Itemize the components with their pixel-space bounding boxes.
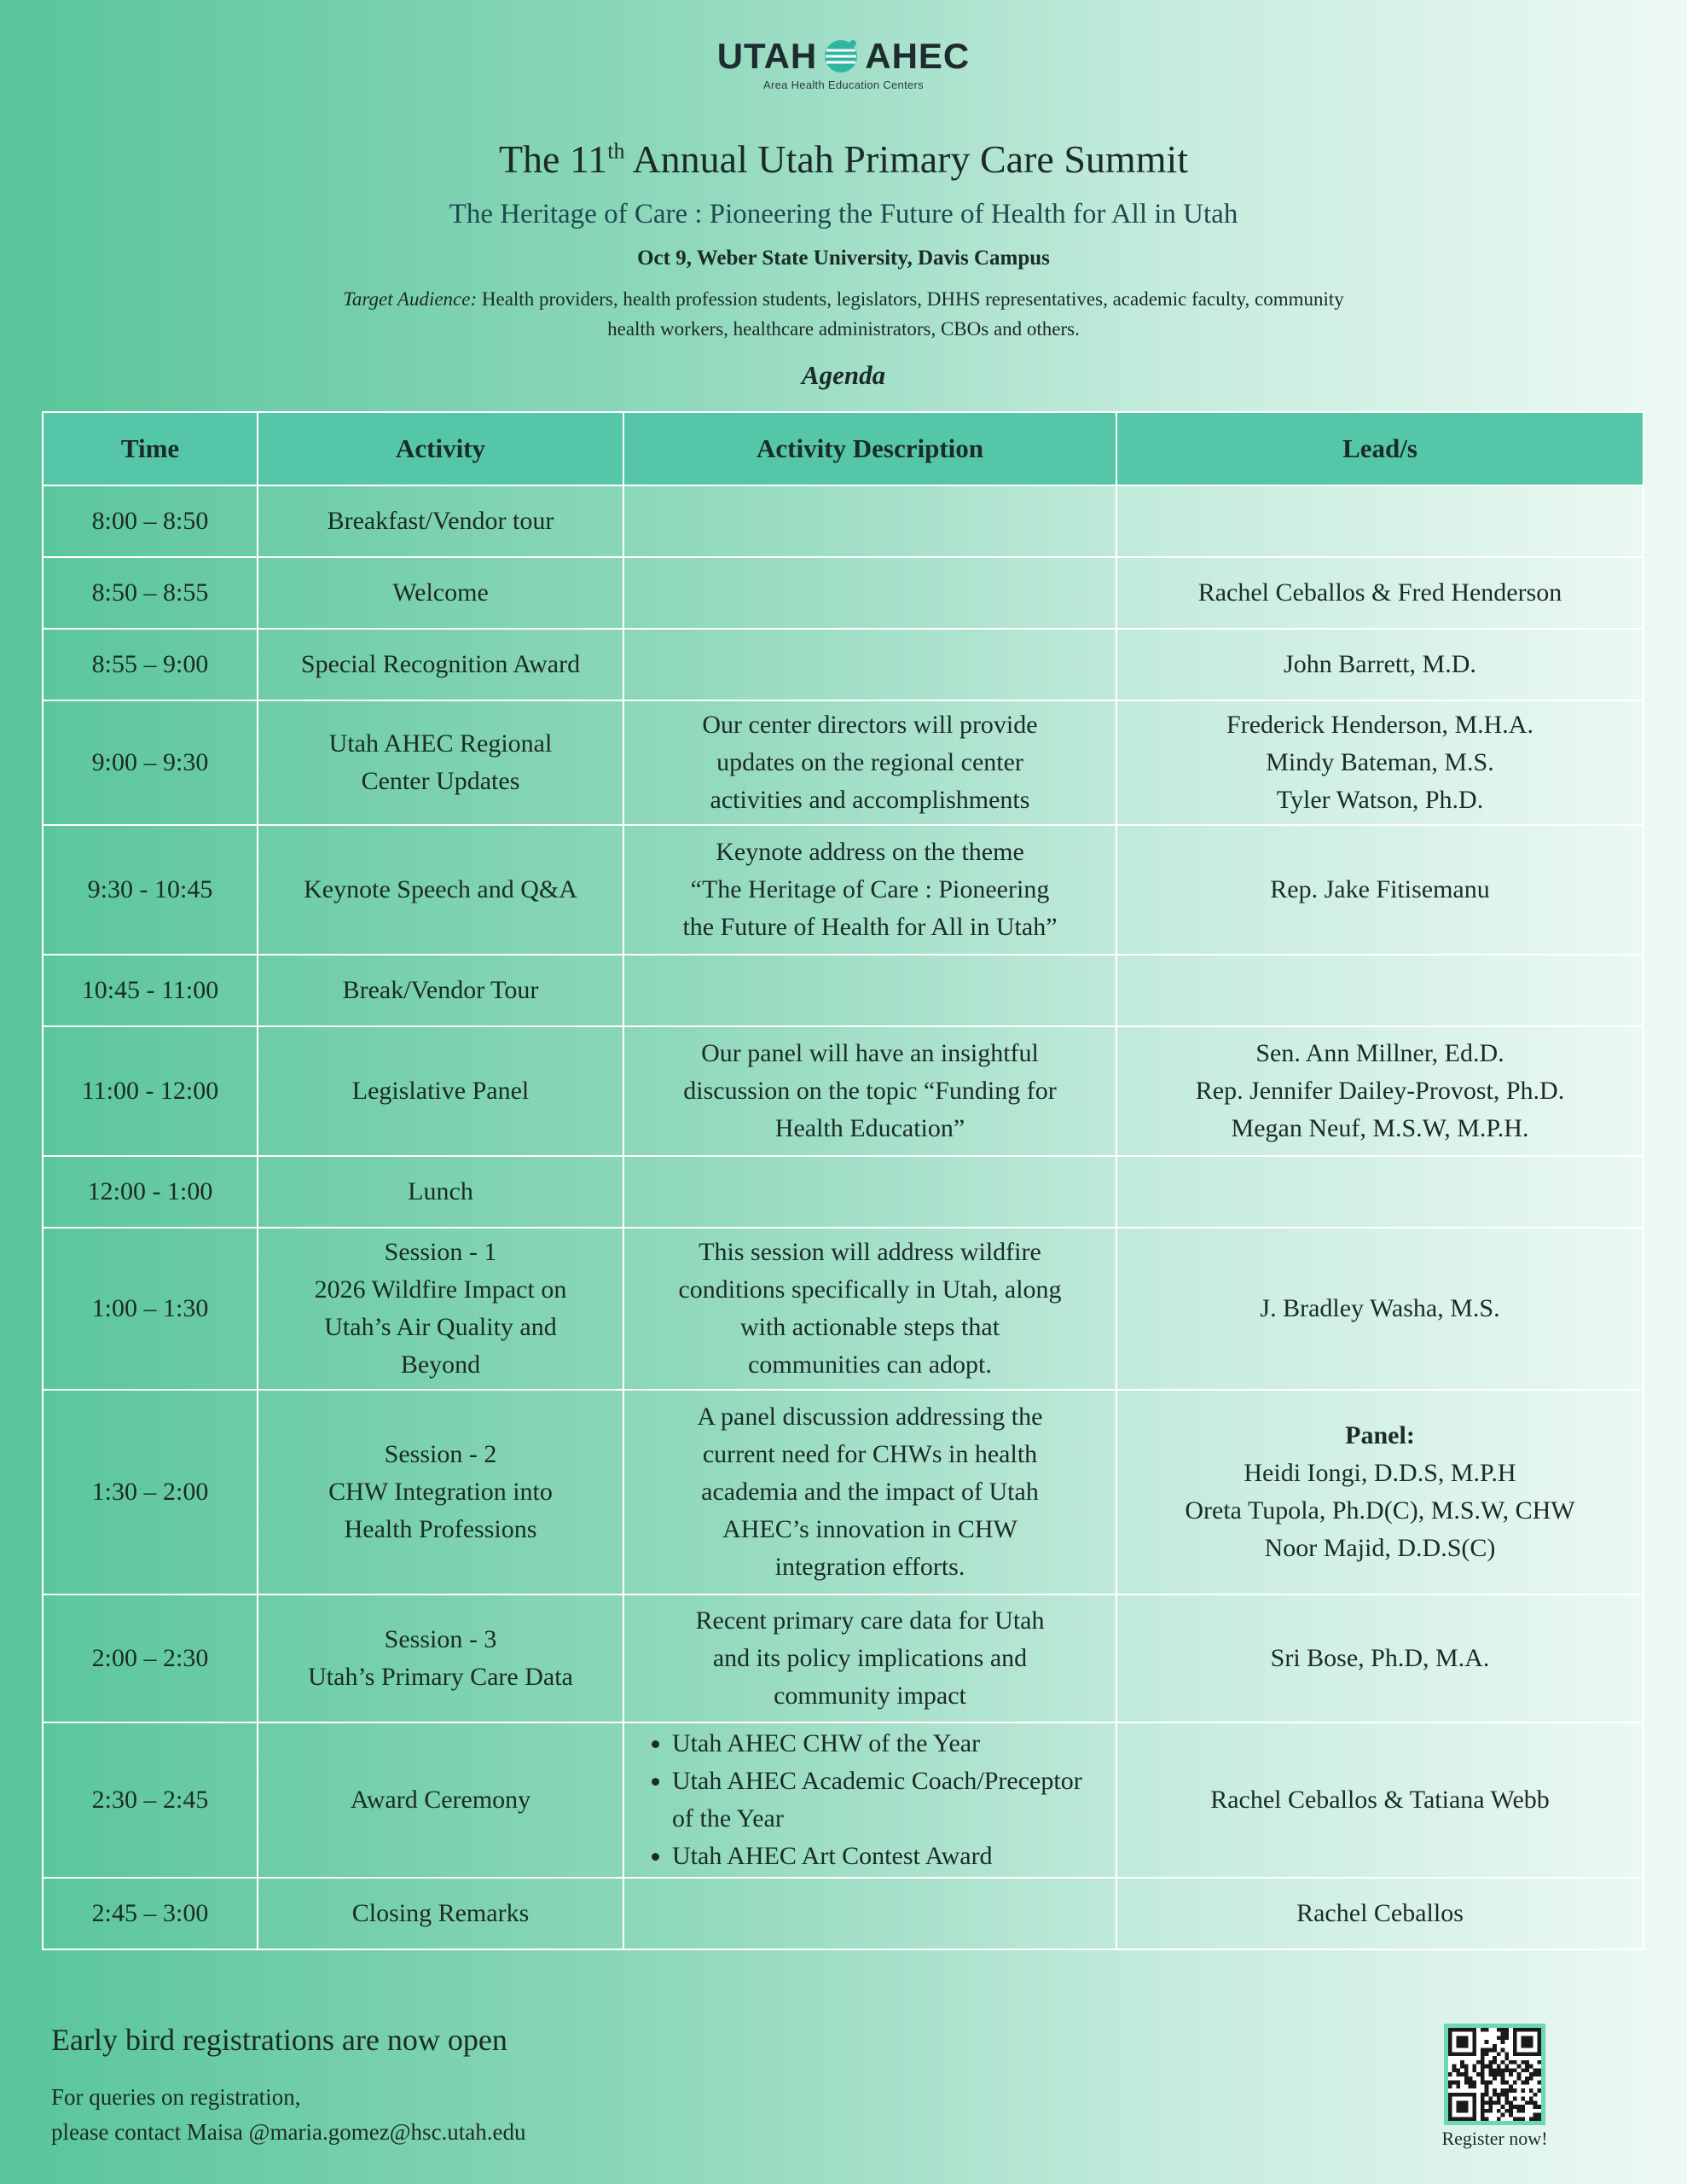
time-cell <box>43 1390 258 1594</box>
page-title <box>0 136 1687 182</box>
lead-line: Oreta Tupola, Ph.D(C), M.S.W, CHW <box>1185 1496 1575 1525</box>
description-line: Keynote address on the theme <box>716 838 1024 866</box>
time-text: 10:45 - 11:00 <box>81 976 219 1004</box>
activity-line: Break/Vendor Tour <box>342 976 539 1004</box>
time-text: 11:00 - 12:00 <box>81 1077 219 1105</box>
activity-line: Health Professions <box>344 1515 537 1543</box>
activity-line: Utah AHEC Regional <box>328 729 553 758</box>
lead-cell <box>1116 955 1644 1026</box>
time-text: 2:45 – 3:00 <box>91 1899 209 1927</box>
lead-cell <box>1116 1722 1644 1878</box>
activity-line: Lunch <box>408 1177 473 1205</box>
award-list <box>631 1725 1109 1875</box>
description-cell <box>623 955 1116 1026</box>
title-suffix: Annual Utah Primary Care Summit <box>624 137 1189 181</box>
activity-cell <box>258 1878 623 1949</box>
time-cell <box>43 557 258 629</box>
early-bird-notice: Early bird registrations are now open <box>51 2023 507 2057</box>
time-cell <box>43 485 258 557</box>
activity-line: CHW Integration into <box>328 1478 553 1506</box>
lead-line: Rachel Ceballos & Fred Henderson <box>1197 578 1562 607</box>
table-row <box>43 955 1644 1026</box>
time-cell <box>43 700 258 825</box>
description-cell <box>623 825 1116 955</box>
award-list-item: • Utah AHEC CHW of the Year <box>672 1725 1109 1763</box>
table-row <box>43 629 1644 700</box>
lead-cell <box>1116 1156 1644 1228</box>
time-text: 9:30 - 10:45 <box>87 875 213 903</box>
time-cell <box>43 1228 258 1390</box>
contact-line-2: please contact Maisa @maria.gomez@hsc.utah.edu <box>51 2119 526 2145</box>
time-cell <box>43 1722 258 1878</box>
time-text: 1:30 – 2:00 <box>91 1478 209 1506</box>
logo <box>0 36 1687 91</box>
activity-line: Session - 3 <box>384 1625 497 1653</box>
description-line: A panel discussion addressing the <box>697 1403 1043 1431</box>
time-text: 8:50 – 8:55 <box>91 578 209 607</box>
activity-line: Center Updates <box>361 767 520 795</box>
globe-icon <box>822 38 860 75</box>
activity-line: Welcome <box>392 578 489 607</box>
activity-cell <box>258 825 623 955</box>
time-cell <box>43 1156 258 1228</box>
activity-line: Special Recognition Award <box>300 650 581 678</box>
lead-cell <box>1116 825 1644 955</box>
table-row <box>43 1878 1644 1949</box>
description-line: “The Heritage of Care : Pioneering <box>690 875 1050 903</box>
description-line: current need for CHWs in health <box>702 1440 1038 1468</box>
time-text: 12:00 - 1:00 <box>87 1177 213 1205</box>
lead-cell <box>1116 1228 1644 1390</box>
table-row <box>43 1156 1644 1228</box>
description-line: Our panel will have an insightful <box>701 1039 1039 1067</box>
table-row <box>43 485 1644 557</box>
lead-cell <box>1116 700 1644 825</box>
description-line: discussion on the topic “Funding for <box>683 1077 1057 1105</box>
activity-cell <box>258 1026 623 1156</box>
description-line: Health Education” <box>774 1114 965 1142</box>
activity-line: Breakfast/Vendor tour <box>327 507 554 535</box>
contact-line-1: For queries on registration, <box>51 2084 301 2110</box>
audience-label: Target Audience: <box>343 288 478 310</box>
lead-line: Sen. Ann Millner, Ed.D. <box>1255 1039 1504 1067</box>
activity-cell <box>258 1722 623 1878</box>
activity-line: Award Ceremony <box>350 1786 531 1814</box>
lead-line: Mindy Bateman, M.S. <box>1266 748 1494 776</box>
lead-line: Rachel Ceballos <box>1296 1899 1464 1927</box>
description-line: Recent primary care data for Utah <box>695 1606 1045 1635</box>
lead-line: Tyler Watson, Ph.D. <box>1276 786 1484 814</box>
time-cell <box>43 955 258 1026</box>
lead-line: Rep. Jake Fitisemanu <box>1270 875 1490 903</box>
time-text: 1:00 – 1:30 <box>91 1294 209 1322</box>
target-audience <box>324 284 1363 344</box>
time-text: 9:00 – 9:30 <box>91 748 209 776</box>
description-cell <box>623 1026 1116 1156</box>
table-row <box>43 700 1644 825</box>
description-line: Our center directors will provide <box>702 711 1038 739</box>
lead-line: J. Bradley Washa, M.S. <box>1260 1294 1500 1322</box>
description-cell <box>623 1722 1116 1878</box>
description-line: with actionable steps that <box>739 1313 1000 1341</box>
header-description: Activity Description <box>623 412 1116 485</box>
table-row <box>43 1594 1644 1722</box>
agenda-heading: Agenda <box>801 360 886 390</box>
description-cell <box>623 1390 1116 1594</box>
award-list-item: • Utah AHEC Art Contest Award <box>672 1838 1109 1875</box>
activity-line: Legislative Panel <box>351 1077 530 1105</box>
activity-line: Session - 1 <box>384 1238 497 1266</box>
activity-line: Utah’s Air Quality and <box>324 1313 557 1341</box>
lead-cell <box>1116 1594 1644 1722</box>
lead-line: Rachel Ceballos & Tatiana Webb <box>1210 1786 1550 1814</box>
panel-label: Panel: <box>1345 1421 1415 1449</box>
description-cell <box>623 485 1116 557</box>
activity-cell <box>258 1594 623 1722</box>
activity-cell <box>258 485 623 557</box>
award-list-item: • Utah AHEC Academic Coach/Preceptor of the Year <box>672 1763 1109 1838</box>
activity-cell <box>258 557 623 629</box>
lead-line: Heidi Iongi, D.D.S, M.P.H <box>1244 1459 1516 1487</box>
description-cell <box>623 1594 1116 1722</box>
activity-line: Closing Remarks <box>351 1899 530 1927</box>
lead-line: Megan Neuf, M.S.W, M.P.H. <box>1231 1114 1529 1142</box>
time-text: 2:00 – 2:30 <box>91 1644 209 1672</box>
description-line: AHEC’s innovation in CHW <box>722 1515 1017 1543</box>
description-line: updates on the regional center <box>716 748 1023 776</box>
lead-cell <box>1116 557 1644 629</box>
lead-cell <box>1116 485 1644 557</box>
lead-line: Frederick Henderson, M.H.A. <box>1226 711 1533 739</box>
header-activity: Activity <box>258 412 623 485</box>
description-line: community impact <box>774 1682 966 1710</box>
agenda-table <box>42 411 1644 1950</box>
description-cell <box>623 1156 1116 1228</box>
time-cell <box>43 1026 258 1156</box>
table-row <box>43 825 1644 955</box>
activity-cell <box>258 1156 623 1228</box>
header-time: Time <box>43 412 258 485</box>
activity-line: Keynote Speech and Q&A <box>304 875 577 903</box>
time-cell <box>43 629 258 700</box>
time-text: 8:55 – 9:00 <box>91 650 209 678</box>
logo-subtitle: Area Health Education Centers <box>763 78 924 91</box>
table-row <box>43 1722 1644 1878</box>
event-date: Oct 9, Weber State University, Davis Campus <box>637 247 1050 270</box>
table-body <box>43 485 1644 1949</box>
header-leads: Lead/s <box>1116 412 1644 485</box>
time-text: 2:30 – 2:45 <box>91 1786 209 1814</box>
table-row <box>43 1026 1644 1156</box>
table-row <box>43 557 1644 629</box>
time-cell <box>43 1594 258 1722</box>
lead-line: Sri Bose, Ph.D, M.A. <box>1270 1644 1490 1672</box>
description-cell <box>623 557 1116 629</box>
time-cell <box>43 1878 258 1949</box>
audience-text: Health providers, health profession students, legislators, DHHS representatives, academic faculty, community health workers, healthcare administrators, CBOs and others. <box>477 288 1344 340</box>
logo-word-left: UTAH <box>716 36 818 76</box>
activity-line: Utah’s Primary Care Data <box>308 1663 573 1691</box>
title-superscript: th <box>607 138 625 164</box>
description-line: This session will address wildfire <box>699 1238 1041 1266</box>
lead-cell <box>1116 1026 1644 1156</box>
description-line: integration efforts. <box>774 1553 965 1581</box>
activity-line: Session - 2 <box>384 1440 497 1468</box>
description-line: conditions specifically in Utah, along <box>678 1275 1062 1304</box>
lead-cell <box>1116 1390 1644 1594</box>
description-line: and its policy implications and <box>712 1644 1028 1672</box>
time-cell <box>43 825 258 955</box>
activity-cell <box>258 1228 623 1390</box>
title-prefix: The 11 <box>498 137 608 181</box>
contact-info <box>51 2080 526 2150</box>
lead-line: Noor Majid, D.D.S(C) <box>1264 1534 1496 1562</box>
register-label: Register now! <box>1441 2128 1548 2149</box>
activity-cell <box>258 955 623 1026</box>
activity-line: 2026 Wildfire Impact on <box>314 1275 567 1304</box>
description-cell <box>623 700 1116 825</box>
lead-cell <box>1116 1878 1644 1949</box>
logo-word-right: AHEC <box>865 36 971 76</box>
activity-cell <box>258 700 623 825</box>
table-row <box>43 1390 1644 1594</box>
description-line: communities can adopt. <box>748 1350 992 1379</box>
activity-cell <box>258 1390 623 1594</box>
description-cell <box>623 1228 1116 1390</box>
description-cell <box>623 629 1116 700</box>
table-row <box>43 1228 1644 1390</box>
page-subtitle: The Heritage of Care : Pioneering the Future of Health for All in Utah <box>449 199 1238 229</box>
description-line: activities and accomplishments <box>710 786 1030 814</box>
lead-cell <box>1116 629 1644 700</box>
description-line: academia and the impact of Utah <box>701 1478 1039 1506</box>
qr-code-icon[interactable] <box>1444 2024 1545 2125</box>
description-line: the Future of Health for All in Utah” <box>682 913 1058 941</box>
activity-line: Beyond <box>400 1350 481 1379</box>
lead-line: John Barrett, M.D. <box>1284 650 1476 678</box>
table-header-row <box>43 412 1644 485</box>
time-text: 8:00 – 8:50 <box>91 507 209 535</box>
description-cell <box>623 1878 1116 1949</box>
lead-line: Rep. Jennifer Dailey-Provost, Ph.D. <box>1195 1077 1565 1105</box>
activity-cell <box>258 629 623 700</box>
